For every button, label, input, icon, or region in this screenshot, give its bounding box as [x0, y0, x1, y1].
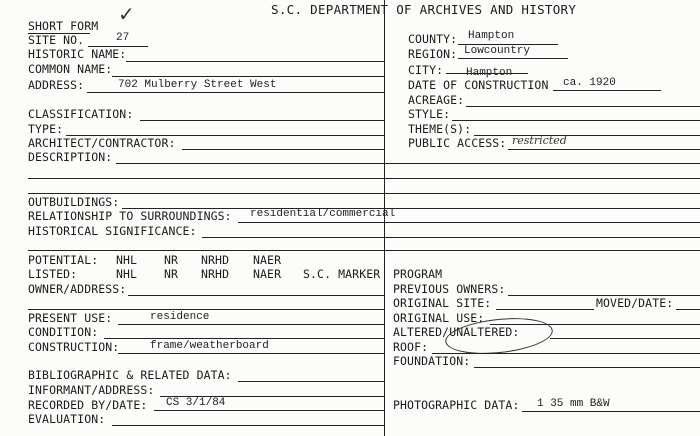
construction-line — [118, 353, 384, 354]
classification-line — [140, 120, 384, 121]
public-access-value: restricted — [512, 134, 567, 147]
outbuildings-label: OUTBUILDINGS: — [28, 195, 120, 209]
condition-line — [104, 338, 384, 339]
region-line — [458, 58, 568, 59]
photographic-data-value: 1 35 mm B&W — [537, 398, 610, 410]
owner-address-line-1 — [128, 295, 384, 296]
potential-label: POTENTIAL: — [28, 253, 99, 267]
historical-significance-line-2 — [28, 250, 700, 251]
acreage-line — [466, 106, 700, 107]
evaluation-label: EVALUATION: — [28, 412, 106, 426]
public-access-label: PUBLIC ACCESS: — [408, 136, 507, 150]
listed-nr: NR — [164, 267, 179, 281]
construction-value: frame/weatherboard — [150, 340, 269, 352]
short-form-label: SHORT FORM — [28, 19, 99, 33]
listed-label: LISTED: — [28, 267, 78, 281]
description-label: DESCRIPTION: — [28, 150, 113, 164]
informant-address-label: INFORMANT/ADDRESS: — [28, 383, 155, 397]
listed-nrhd: NRHD — [201, 267, 230, 281]
potential-nrhd: NRHD — [201, 253, 230, 267]
historical-significance-label: HISTORICAL SIGNIFICANCE: — [28, 224, 197, 238]
common-name-label: COMMON NAME: — [28, 62, 113, 76]
condition-label: CONDITION: — [28, 325, 99, 339]
foundation-label: FOUNDATION: — [393, 354, 471, 368]
roof-label: ROOF: — [393, 340, 429, 354]
construction-label: CONSTRUCTION: — [28, 340, 120, 354]
listed-naer: NAER — [253, 267, 282, 281]
original-use-label: ORIGINAL USE: — [393, 311, 485, 325]
roof-line — [432, 353, 700, 354]
architect-line — [182, 149, 384, 150]
city-value: Hampton — [466, 67, 513, 79]
site-no-label: SITE NO. — [28, 33, 85, 47]
historic-name-line — [126, 61, 384, 62]
county-value: Hampton — [468, 30, 515, 42]
historic-name-label: HISTORIC NAME: — [28, 47, 127, 61]
potential-nr: NR — [164, 253, 179, 267]
relationship-label: RELATIONSHIP TO SURROUNDINGS: — [28, 209, 232, 223]
date-of-construction-line — [553, 90, 661, 91]
description-line-2 — [28, 178, 700, 179]
address-line — [87, 92, 384, 93]
form-title: S.C. DEPARTMENT OF ARCHIVES AND HISTORY — [271, 2, 577, 17]
original-site-label: ORIGINAL SITE: — [393, 296, 492, 310]
city-line — [446, 73, 528, 74]
moved-date-label: MOVED/DATE: — [596, 296, 674, 310]
region-label: REGION: — [408, 47, 458, 61]
check-mark-icon: ✓ — [118, 2, 135, 26]
site-no-value: 27 — [116, 32, 130, 44]
section-divider-1 — [28, 193, 700, 194]
themes-line — [474, 135, 700, 136]
recorded-by-line — [154, 410, 384, 411]
classification-label: CLASSIFICATION: — [28, 107, 134, 121]
style-label: STYLE: — [408, 107, 451, 121]
acreage-label: ACREAGE: — [408, 93, 465, 107]
potential-nhl: NHL — [116, 253, 138, 267]
recorded-by-value: CS 3/1/84 — [166, 397, 226, 409]
previous-owners-label: PREVIOUS OWNERS: — [393, 282, 506, 296]
historical-significance-line-1 — [202, 237, 700, 238]
potential-naer: NAER — [253, 253, 282, 267]
present-use-label: PRESENT USE: — [28, 311, 113, 325]
themes-label: THEME(S): — [408, 122, 472, 136]
program-label: PROGRAM — [393, 267, 443, 281]
description-line-1 — [116, 163, 700, 164]
evaluation-line — [112, 425, 384, 426]
date-of-construction-label: DATE OF CONSTRUCTION — [408, 78, 549, 92]
public-access-line — [508, 149, 700, 150]
relationship-value: residential/commercial — [250, 208, 396, 220]
owner-address-label: OWNER/ADDRESS: — [28, 282, 127, 296]
common-name-line — [112, 76, 384, 77]
type-label: TYPE: — [28, 122, 64, 136]
owner-address-line-2 — [28, 309, 384, 310]
listed-nhl: NHL — [116, 267, 138, 281]
county-label: COUNTY: — [408, 32, 458, 46]
style-line — [452, 120, 700, 121]
recorded-by-label: RECORDED BY/DATE: — [28, 398, 148, 412]
present-use-line — [118, 324, 384, 325]
photographic-data-line — [522, 411, 700, 412]
relationship-line — [238, 222, 700, 223]
moved-date-line — [676, 309, 700, 310]
address-label: ADDRESS: — [28, 78, 85, 92]
altered-unaltered-label: ALTERED/UNALTERED: — [393, 325, 520, 339]
bibliographic-line — [238, 381, 384, 382]
architect-label: ARCHITECT/CONTRACTOR: — [28, 136, 176, 150]
original-site-line — [496, 309, 594, 310]
foundation-line — [474, 367, 700, 368]
region-value: Lowcountry — [464, 45, 531, 57]
date-of-construction-value: ca. 1920 — [563, 77, 616, 89]
photographic-data-label: PHOTOGRAPHIC DATA: — [393, 398, 520, 412]
address-value: 702 Mulberry Street West — [118, 79, 277, 91]
bibliographic-label: BIBLIOGRAPHIC & RELATED DATA: — [28, 368, 232, 382]
listed-sc-marker: S.C. MARKER — [303, 267, 381, 281]
altered-unaltered-line — [550, 338, 700, 339]
present-use-value: residence — [150, 311, 210, 323]
city-label: CITY: — [408, 63, 444, 77]
